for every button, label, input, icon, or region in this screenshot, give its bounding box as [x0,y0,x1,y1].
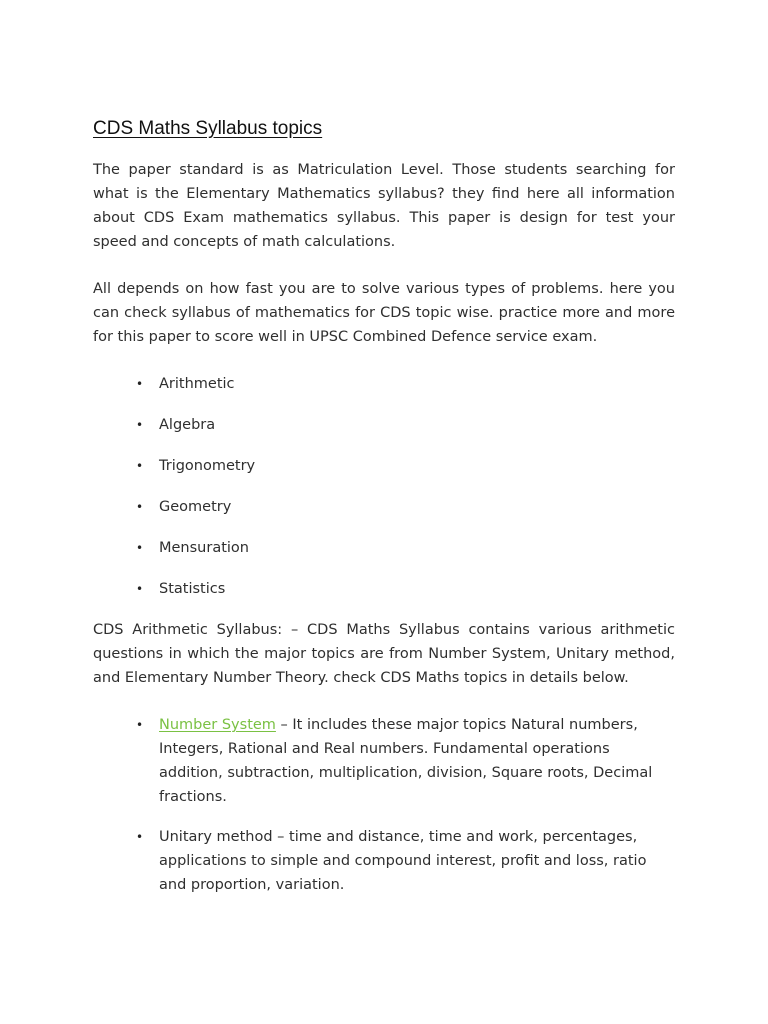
list-item [93,495,675,519]
details-list [93,713,675,897]
bullet-icon: • [136,830,144,844]
bullet-icon: • [136,582,144,596]
topics-list [93,372,675,601]
topic-label: Algebra [159,417,216,433]
topic-label: Trigonometry [159,458,256,474]
list-item [93,536,675,560]
topic-label: Mensuration [159,540,249,556]
detail-text: Unitary method – time and distance, time and work, percentages, applications to simple and compound interest, profit and loss, ratio and proportion, variation. [159,829,647,893]
list-item [93,454,675,478]
topic-label: Statistics [159,581,226,597]
bullet-icon: • [136,459,144,473]
number-system-link[interactable]: Number System [159,717,276,733]
bullet-icon: • [136,718,144,732]
intro-paragraph-2: All depends on how fast you are to solve various types of problems. here you can check syllabus of mathematics for CDS topic wise. practice more and more for this paper to score well in UPSC Combined Defence service exam. [93,281,675,345]
list-item [93,577,675,601]
topic-label: Arithmetic [159,376,235,392]
list-item [93,713,675,809]
bullet-icon: • [136,377,144,391]
arithmetic-paragraph: CDS Arithmetic Syllabus: – CDS Maths Syllabus contains various arithmetic questions in which the major topics are from Number System, Unitary method, and Elementary Number Theory. check CDS Maths topics in details below. [93,622,675,686]
intro-paragraph-1: The paper standard is as Matriculation Level. Those students searching for what is the Elementary Mathematics syllabus? they find here all information about CDS Exam mathematics syllabus. This paper is design for test your speed and concepts of math calculations. [93,162,675,250]
detail-text: – It includes these major topics Natural numbers, Integers, Rational and Real numbers. Fundamental operations addition, subtraction, multiplication, division, Square roots, Decimal fractions. [159,717,653,805]
topic-label: Geometry [159,499,232,515]
bullet-icon: • [136,541,144,555]
list-item [93,413,675,437]
bullet-icon: • [136,418,144,432]
list-item [93,372,675,396]
document-page [93,117,675,913]
page-title: CDS Maths Syllabus topics [93,118,323,139]
list-item [93,825,675,897]
bullet-icon: • [136,500,144,514]
